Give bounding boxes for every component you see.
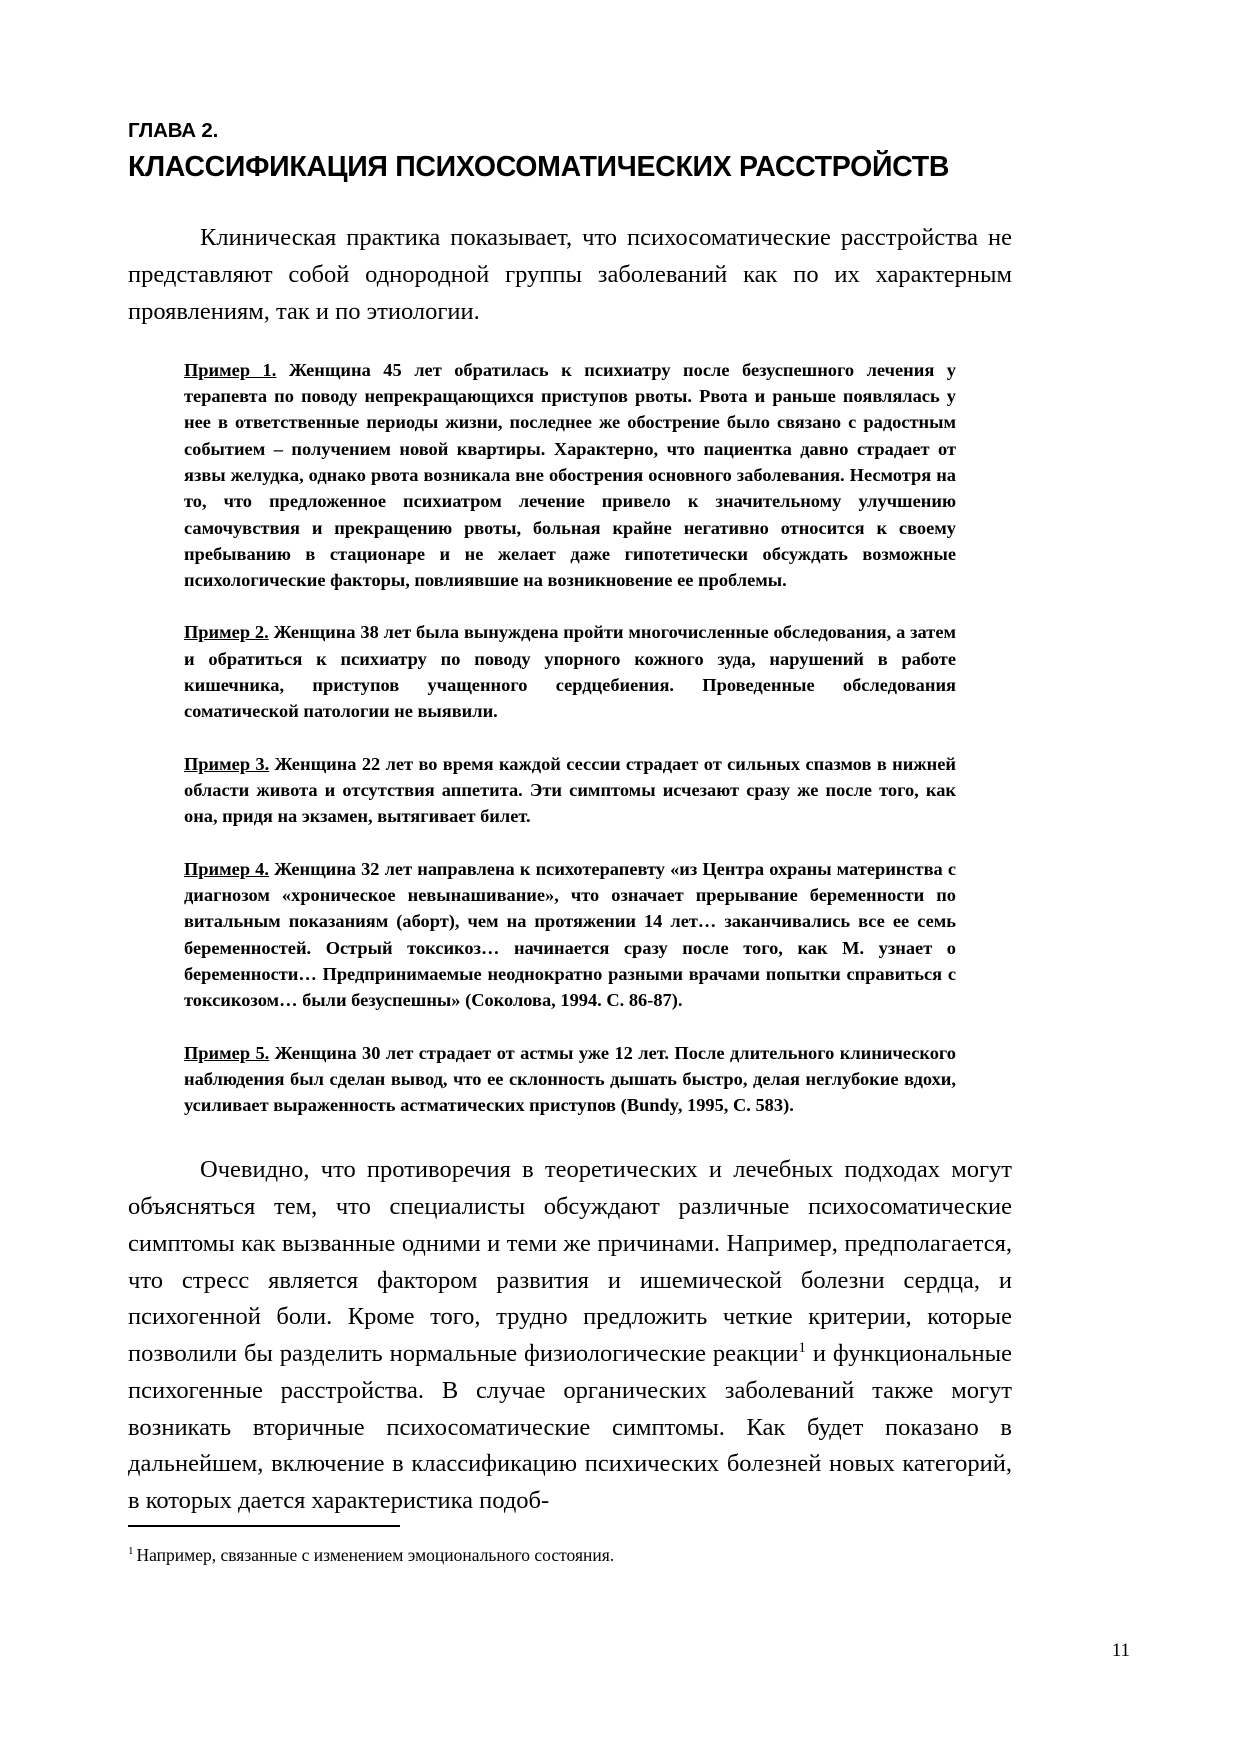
footnote-area [128, 1525, 1012, 1568]
example-text: Женщина 45 лет обратилась к психиатру после безуспешного лечения у терапевта по поводу непрекращающихся приступов рвоты. Рвота и раньше появлялась у нее в ответственные периоды жизни, последнее же обострение было связано с радостным событием – получением новой квартиры. Характерно, что пациентка давно страдает от язвы желудка, однако рвота возникала вне обострения основного заболевания. Несмотря на то, что предложенное психиатром лечение привело к значительному улучшению самочувствия и прекращению рвоты, больная крайне негативно относится к своему пребыванию в стационаре и не желает даже гипотетически обсуждать возможные психологические факторы, повлиявшие на возникновение ее проблемы. [184, 359, 956, 591]
chapter-label: ГЛАВА 2. [128, 119, 219, 142]
closing-paragraph [128, 1152, 1012, 1520]
page-title: КЛАССИФИКАЦИЯ ПСИХОСОМАТИЧЕСКИХ РАССТРОЙСТВ [128, 151, 950, 184]
example-text: Женщина 38 лет была вынуждена пройти многочисленные обследования, а затем и обратиться к психиатру по поводу упорного кожного зуда, нарушений в работе кишечника, приступов учащенного сердцебиения. Проведенные обследования соматической патологии не выявили. [184, 622, 957, 722]
footnote-marker: 1 [128, 1545, 134, 1558]
example-item [184, 1040, 956, 1119]
footnote-reference[interactable]: 1 [798, 1339, 806, 1357]
closing-paragraph-part-two: и функциональные психогенные расстройства. В случае органических заболеваний также могут возникать вторичные психосоматические симптомы. Как будет показано в дальнейшем, включение в классификацию психических болезней новых категорий, в которых дается характеристика подоб- [128, 1340, 1012, 1515]
page-content [128, 118, 1012, 1520]
example-lead: Пример 5. [184, 1042, 270, 1063]
intro-paragraph: Клиническая практика показывает, что психосоматические расстройства не представляют собой однородной группы заболеваний как по их характерным проявлениям, так и по этиологии. [128, 224, 1012, 325]
example-text: Женщина 32 лет направлена к психотерапевту «из Центра охраны материнства с диагнозом «хроническое невынашивание», что означает прерывание беременности по витальным показаниям (аборт), чем на протяжении 14 лет… заканчивались все ее семь беременностей. Острый токсикоз… начинается сразу после того, как М. узнает о беременности… Предпринимаемые неоднократно разными врачами попытки справиться с токсикозом… были безуспешны» (Соколова, 1994. С. 86-87). [184, 858, 956, 1011]
examples-block [128, 357, 956, 1119]
example-lead: Пример 3. [184, 753, 270, 774]
example-lead: Пример 1. [184, 359, 277, 380]
example-item [184, 357, 956, 594]
example-lead: Пример 4. [184, 858, 269, 879]
example-item [184, 619, 956, 724]
footnote-entry [128, 1543, 1012, 1568]
example-text: Женщина 30 лет страдает от астмы уже 12 лет. После длительного клинического наблюдения был сделан вывод, что ее склонность дышать быстро, делая неглубокие вдохи, усиливает выраженность астматических приступов (Bundy, 1995, С. 583). [184, 1042, 956, 1116]
footnote-separator-rule [128, 1525, 400, 1527]
footnote-text: Например, связанные с изменением эмоционального состояния. [136, 1545, 615, 1565]
page-number: 11 [1111, 1640, 1130, 1661]
example-text: Женщина 22 лет во время каждой сессии страдает от сильных спазмов в нижней области живота и отсутствия аппетита. Эти симптомы исчезают сразу же после того, как она, придя на экзамен, вытягивает билет. [184, 753, 956, 827]
closing-paragraph-part-one: Очевидно, что противоречия в теоретических и лечебных подходах могут объясняться тем, что специалисты обсуждают различные психосоматические симптомы как вызванные одними и теми же причинами. Например, предполагается, что стресс является фактором развития и ишемической болезни сердца, и психогенной боли. Кроме того, трудно предложить четкие критерии, которые позволили бы разделить нормальные физиологические реакции [128, 1156, 1012, 1368]
example-item [184, 856, 956, 1014]
example-lead: Пример 2. [184, 622, 269, 643]
example-item [184, 751, 956, 830]
